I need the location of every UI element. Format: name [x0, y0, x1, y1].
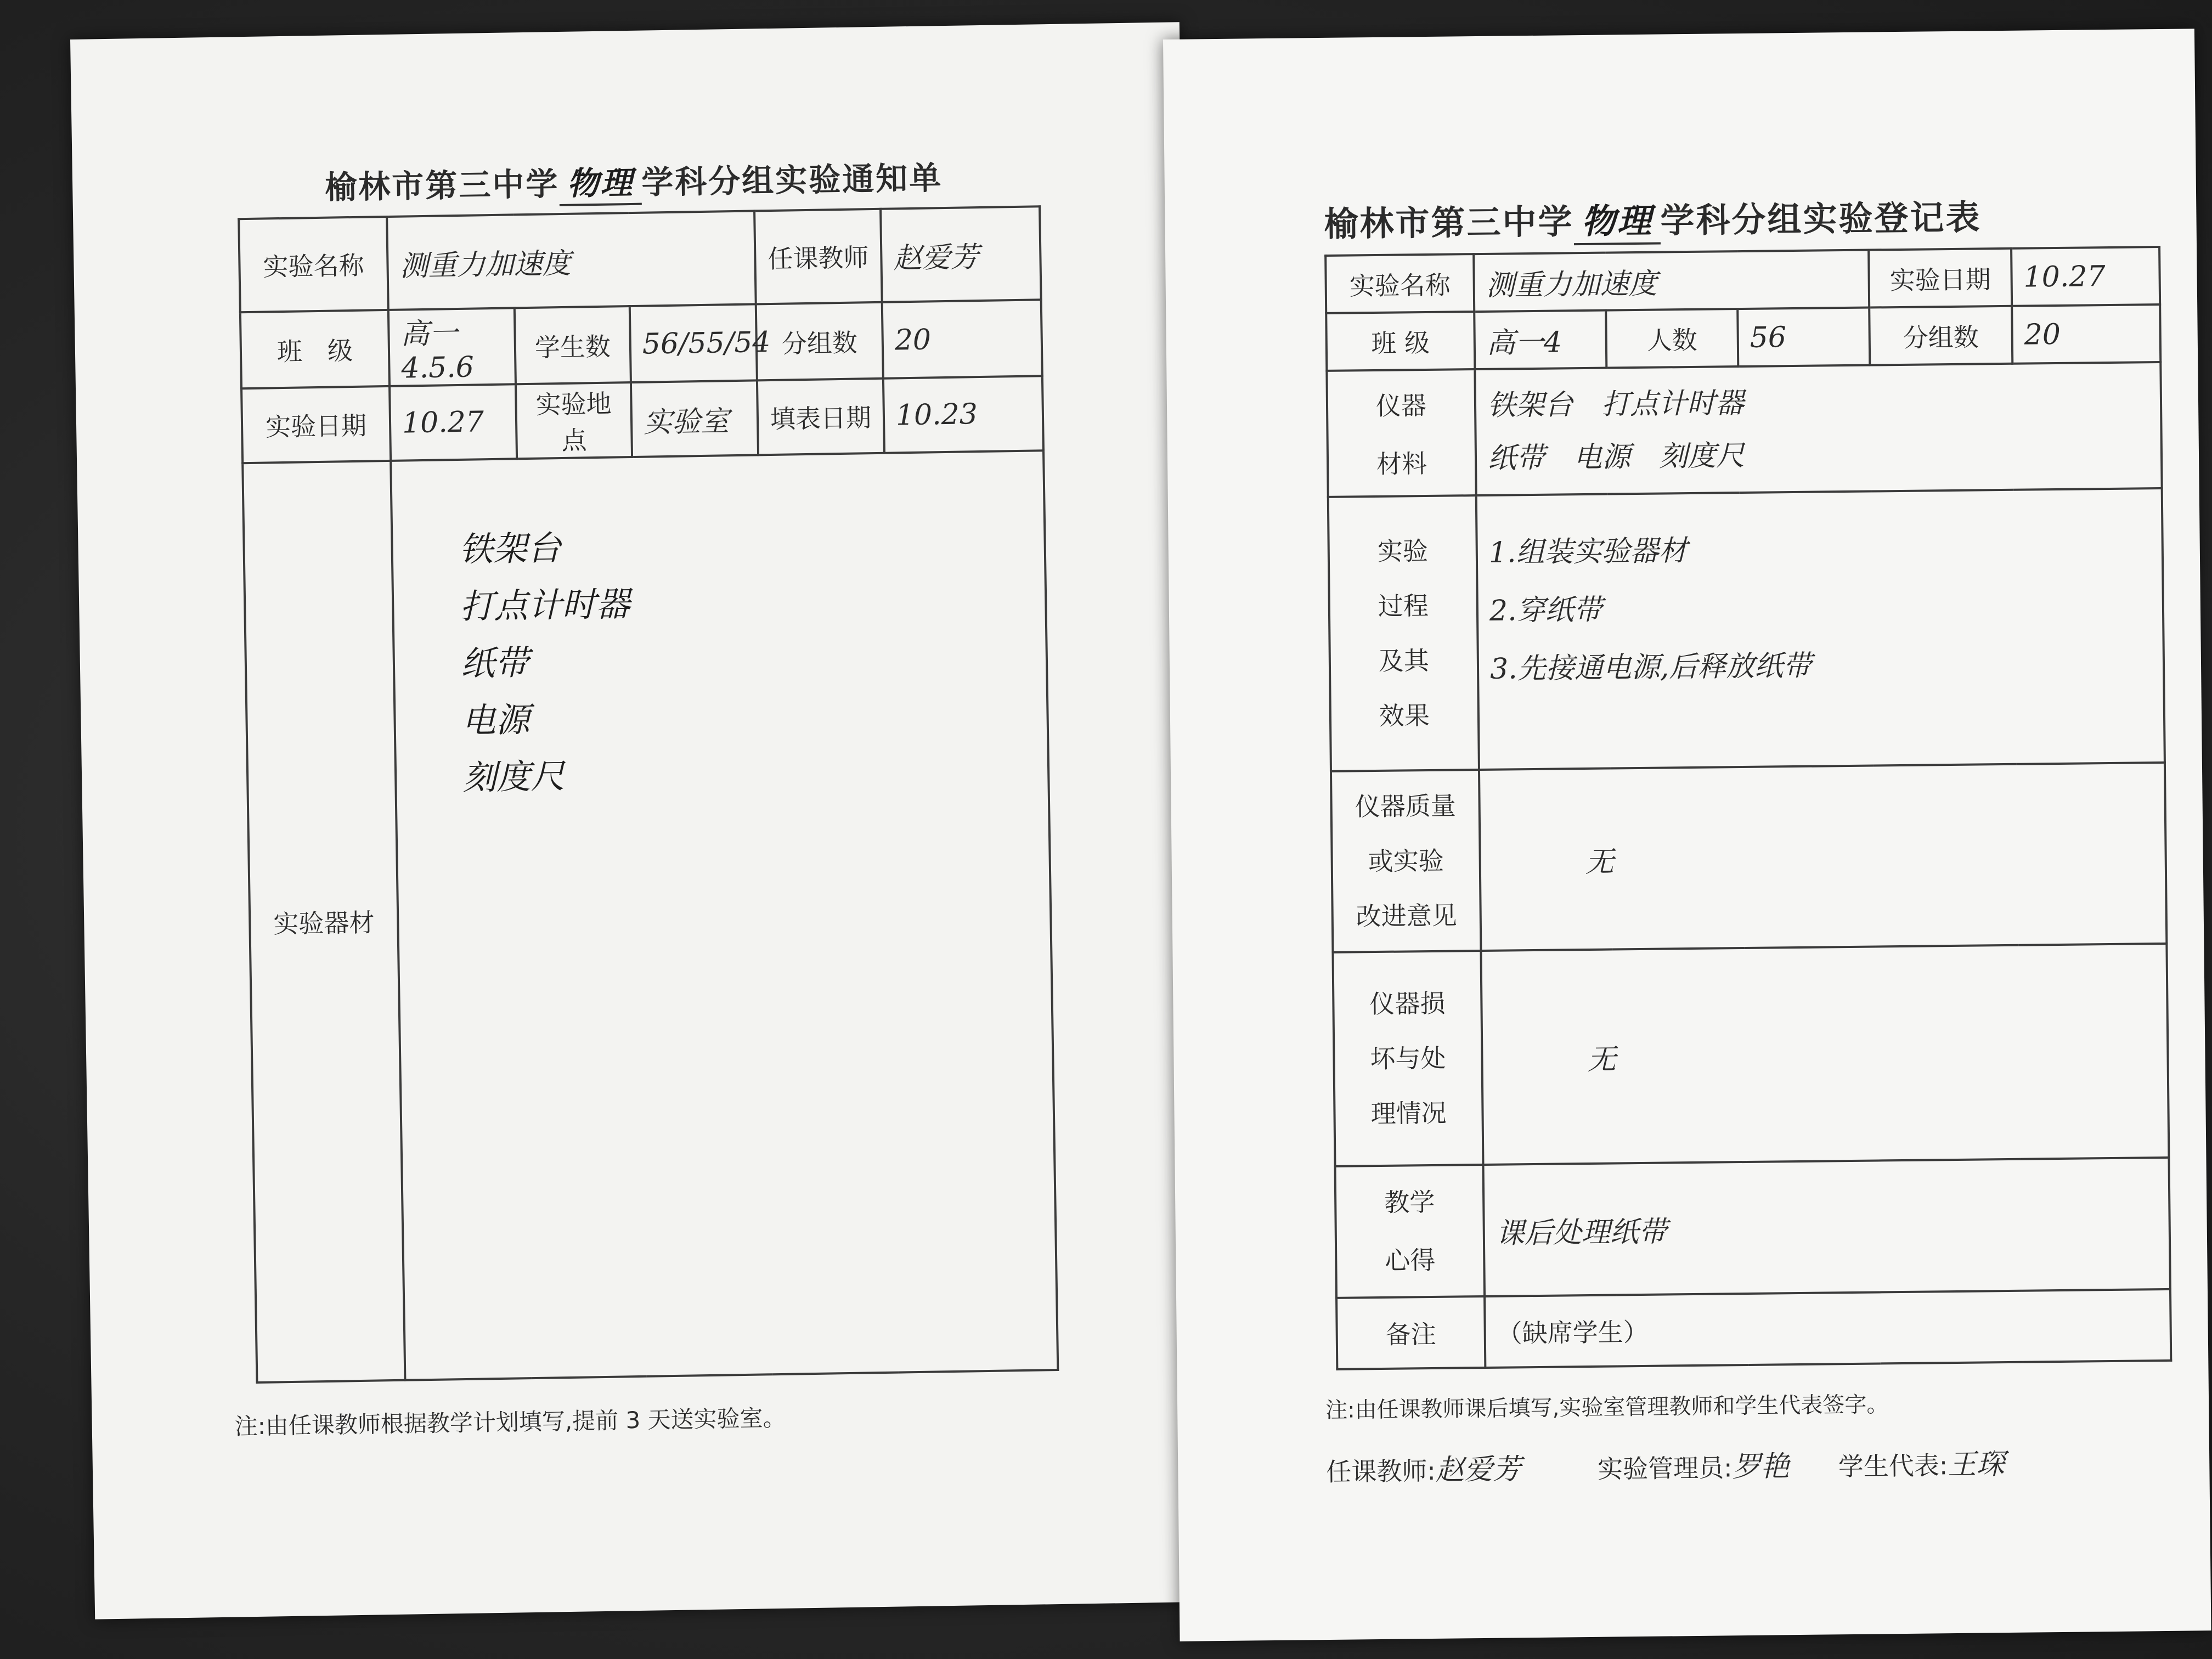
value-place: 实验室: [631, 380, 758, 457]
label-date: 实验日期: [241, 386, 391, 463]
r-value-damage: 无: [1481, 944, 2169, 1165]
r-label-teaching-1: 教学: [1384, 1187, 1435, 1217]
value-class: 高一4.5.6: [388, 308, 516, 386]
r-value-exp-name: 测重力加速度: [1474, 250, 1869, 312]
r-value-quality: 无: [1479, 763, 2166, 951]
value-exp-name: 测重力加速度: [387, 211, 756, 310]
register-title-subject: 物理: [1573, 194, 1661, 246]
equipment-item: 铁架台: [459, 528, 562, 569]
equipment-list: [459, 512, 1048, 806]
notice-title-subject: 物理: [559, 157, 642, 206]
r-value-teaching: 课后处理纸带: [1483, 1158, 2170, 1296]
label-fill-date: 填表日期: [757, 379, 884, 455]
sign-teacher-value: 赵爱芳: [1435, 1453, 1522, 1487]
label-class: 班 级: [240, 310, 390, 388]
register-title-prefix: 榆林市第三中学: [1324, 201, 1574, 244]
label-place: 实验地点: [516, 382, 632, 459]
value-date: 10.27: [390, 384, 517, 461]
label-exp-name: 实验名称: [239, 217, 388, 312]
r-label-instruments-1: 仪器: [1375, 391, 1427, 421]
r-value-class: 高一4: [1474, 311, 1606, 370]
r-process-step: 2.穿纸带: [1489, 593, 1602, 628]
r-label-damage: [1333, 951, 1483, 1166]
r-instruments-line-1: 铁架台 打点计时器: [1487, 386, 1745, 422]
label-groups: 分组数: [756, 302, 883, 381]
r-label-process-3: 及其: [1378, 645, 1430, 676]
register-title: [1324, 190, 1982, 248]
r-label-process: [1328, 495, 1479, 771]
r-label-groups: 分组数: [1869, 306, 2012, 365]
r-label-quality-1: 仪器质量: [1355, 791, 1456, 822]
sign-admin-label: 实验管理员:: [1597, 1453, 1733, 1484]
sign-student-label: 学生代表:: [1838, 1451, 1948, 1482]
register-table: [1324, 246, 2172, 1370]
r-label-instruments-2: 材料: [1376, 449, 1427, 479]
r-value-instruments: [1475, 362, 2162, 495]
r-value-groups: 20: [2012, 304, 2160, 364]
r-label-process-2: 过程: [1378, 590, 1429, 621]
r-label-process-4: 效果: [1379, 700, 1430, 731]
sign-admin-value: 罗艳: [1732, 1450, 1790, 1484]
r-label-quality: [1331, 770, 1481, 952]
r-process-step: 1.组装实验器材: [1488, 534, 1688, 569]
value-groups: 20: [882, 300, 1042, 379]
sign-student-value: 王琛: [1948, 1448, 2005, 1482]
notice-title-prefix: 榆林市第三中学: [324, 165, 560, 206]
r-label-damage-3: 理情况: [1370, 1098, 1447, 1129]
r-label-remark: 备注: [1336, 1296, 1485, 1369]
r-label-teaching: [1335, 1165, 1485, 1298]
equipment-cell: [391, 450, 1058, 1380]
label-teacher: 任课教师: [754, 209, 882, 304]
signature-row: [1326, 1441, 2005, 1489]
notice-title-suffix: 学科分组实验通知单: [641, 159, 943, 201]
notice-title: [325, 152, 943, 210]
r-value-process: [1476, 488, 2165, 770]
r-label-damage-1: 仪器损: [1369, 988, 1446, 1019]
equipment-item: 刻度尺: [462, 756, 565, 798]
notice-sheet: [70, 22, 1204, 1619]
r-value-remark: （缺席学生）: [1485, 1289, 2171, 1368]
r-value-date: 10.27: [2011, 247, 2160, 306]
r-instruments-line-2: 纸带 电源 刻度尺: [1487, 439, 1745, 475]
value-students: 56/55/54: [630, 304, 757, 382]
notice-footnote: 注:由任课教师根据教学计划填写,提前 3 天送实验室。: [234, 1404, 786, 1440]
register-sheet: [1163, 29, 2211, 1641]
notice-table: [238, 205, 1059, 1384]
r-label-quality-3: 改进意见: [1356, 900, 1458, 932]
value-fill-date: 10.23: [883, 376, 1043, 453]
r-label-date: 实验日期: [1869, 249, 2012, 308]
equipment-item: 打点计时器: [459, 584, 630, 627]
value-teacher: 赵爱芳: [881, 206, 1041, 302]
r-label-instruments: [1327, 369, 1476, 497]
equipment-item: 纸带: [460, 642, 529, 684]
sign-teacher-label: 任课教师:: [1326, 1455, 1436, 1487]
r-label-exp-name: 实验名称: [1325, 254, 1474, 313]
label-equipment: 实验器材: [242, 461, 405, 1383]
r-label-people: 人数: [1606, 309, 1738, 368]
r-label-class: 班 级: [1326, 312, 1475, 371]
equipment-item: 电源: [461, 699, 531, 741]
register-title-suffix: 学科分组实验登记表: [1660, 197, 1982, 241]
r-process-step: 3.先接通电源,后释放纸带: [1489, 649, 1812, 686]
r-label-damage-2: 坏与处: [1370, 1043, 1446, 1074]
register-footnote: 注:由任课教师课后填写,实验室管理教师和学生代表签字。: [1325, 1392, 1889, 1424]
r-label-teaching-2: 心得: [1385, 1245, 1436, 1276]
r-value-people: 56: [1737, 308, 1870, 367]
r-label-process-1: 实验: [1377, 535, 1429, 566]
label-students: 学生数: [515, 306, 631, 384]
r-label-quality-2: 或实验: [1368, 845, 1444, 877]
